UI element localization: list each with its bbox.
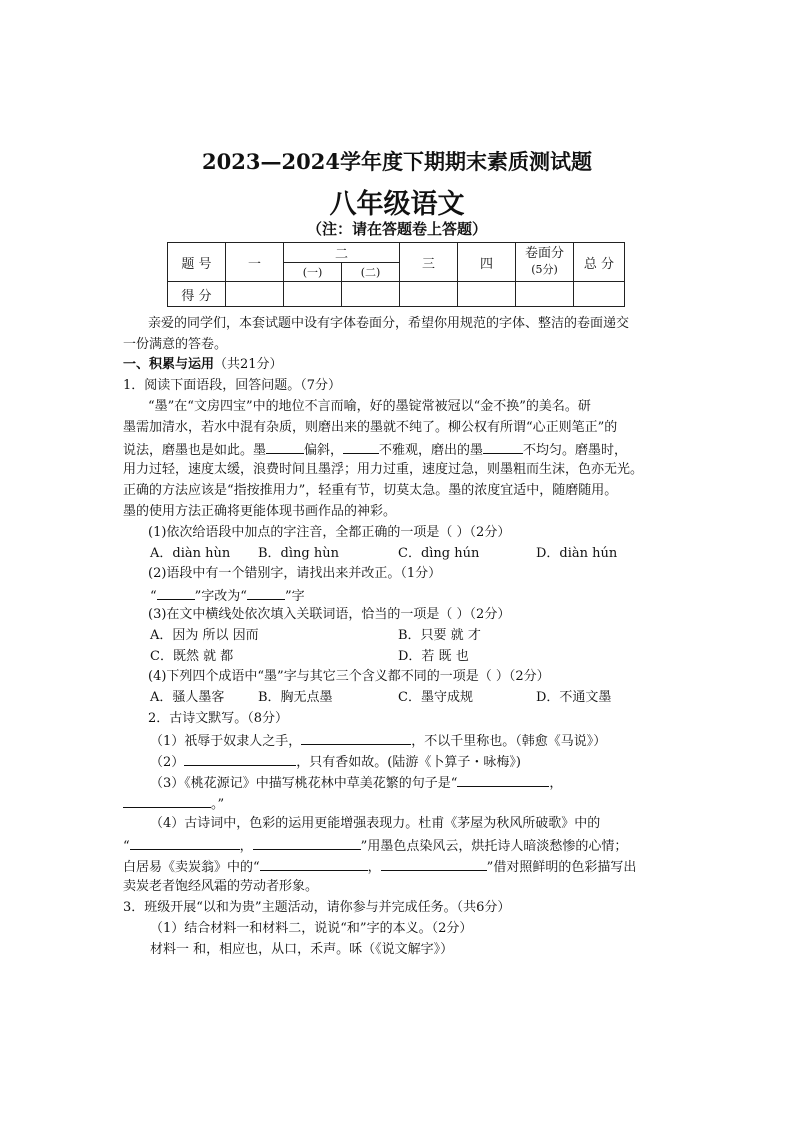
option[interactable]: B．胸无点墨: [258, 690, 333, 705]
score-table-col3: 三: [400, 243, 458, 282]
option[interactable]: A．因为 所以 因而: [150, 628, 259, 643]
recite-text: “: [123, 839, 130, 854]
recite-text: ”用墨色点染风云，烘托诗人暗淡愁惨的心情；: [360, 839, 628, 854]
sub-question: (3)在文中横线处依次填入关联词语，恰当的一项是（ ）（2分）: [148, 607, 511, 622]
option[interactable]: D．不通文墨: [536, 690, 612, 705]
recite-line: [150, 730, 606, 752]
option[interactable]: B．只要 就 才: [398, 628, 481, 643]
intro-line: 亲爱的同学们，本套试题中设有字体卷面分，希望你用规范的字体、整洁的卷面递交: [148, 316, 630, 331]
fill-blank[interactable]: [260, 856, 368, 871]
score-cell[interactable]: [516, 282, 574, 307]
score-table: [167, 242, 625, 307]
sub-question: (4)下列四个成语中“墨”字与其它三个含义都不同的一项是（ ）（2分）: [148, 669, 550, 684]
recite-line: [123, 835, 627, 857]
fill-blank[interactable]: [253, 835, 361, 850]
correction-text: ”字改为“: [194, 589, 247, 604]
option[interactable]: C．墨守成规: [398, 690, 473, 705]
correction-text: ”字: [284, 589, 305, 604]
fill-blank[interactable]: [381, 856, 487, 871]
recite-line: [123, 793, 224, 815]
recite-text: （1）祇辱于奴隶人之手，: [150, 734, 302, 749]
recite-text: ”借对照鲜明的色彩描写出: [486, 860, 637, 875]
fill-blank[interactable]: [483, 439, 523, 454]
score-table-col5-sub: (5分): [531, 263, 558, 276]
question-stem: 3．班级开展“以和为贵”主题活动，请你参与并完成任务。（共6分）: [123, 900, 511, 915]
fill-blank[interactable]: [184, 751, 296, 766]
exam-title: 2023—2024学年度下期期末素质测试题: [202, 149, 592, 174]
material-text: 材料一 和，相应也，从口，禾声。: [150, 942, 350, 957]
section-points: （共21分）: [214, 357, 283, 372]
passage-line: “墨”在“文房四宝”中的地位不言而喻，好的墨锭常被冠以“金不换”的美名。研: [148, 399, 591, 414]
passage-text: 说法，磨墨也是如此。墨: [123, 443, 267, 458]
material-line: [150, 940, 453, 960]
score-table-row-label: 得 分: [168, 282, 226, 307]
passage-text: 不雅观，磨出的墨: [379, 443, 484, 458]
intro-line: 一份满意的答卷。: [123, 337, 228, 352]
passage-line: [123, 439, 627, 461]
score-table-col2: 二: [284, 243, 400, 263]
recite-line: [150, 772, 562, 794]
question-stem: 1．阅读下面语段，回答问题。（7分）: [123, 378, 342, 393]
fill-blank[interactable]: [130, 835, 240, 850]
score-cell[interactable]: [342, 282, 400, 307]
correction-line: [150, 585, 305, 607]
option[interactable]: A．骚人墨客: [150, 690, 225, 705]
seal-script-glyph: 咊: [349, 942, 363, 957]
score-cell[interactable]: [574, 282, 625, 307]
correct-char-blank[interactable]: [247, 585, 285, 600]
recite-text: ，: [367, 860, 381, 875]
passage-line: 用力过轻，速度太缓，浪费时间且墨浮；用力过重，速度过急，则墨粗而生沫，色亦无光。: [123, 462, 644, 477]
answer-note: （注：请在答题卷上答题）: [306, 220, 487, 238]
passage-line: 墨的使用方法正确将更能体现书画作品的神彩。: [123, 504, 397, 519]
score-table-col6: 总 分: [574, 243, 625, 282]
passage-text: 偏斜，: [304, 443, 344, 458]
score-table-col5: [516, 243, 574, 282]
recite-text: 白居易《卖炭翁》中的“: [123, 860, 260, 875]
fill-blank[interactable]: [457, 772, 549, 787]
sub-question: (1)依次给语段中加点的字注音，全都正确的一项是（ ）（2分）: [148, 525, 511, 540]
recite-line: （4）古诗词中，色彩的运用更能增强表现力。杜甫《茅屋为秋风所破歌》中的: [150, 816, 601, 831]
score-cell[interactable]: [400, 282, 458, 307]
section-title: 一、积累与运用: [123, 357, 215, 372]
recite-text: ，: [549, 776, 563, 791]
recite-text: ，不以千里称也。（韩愈《马说》）: [411, 734, 607, 749]
fill-blank[interactable]: [266, 439, 304, 454]
option[interactable]: A．diàn hùn: [150, 546, 231, 561]
score-cell[interactable]: [284, 282, 342, 307]
fill-blank[interactable]: [301, 730, 411, 745]
passage-line: 墨需加清水，若水中混有杂质，则磨出来的墨就不纯了。柳公权有所谓“心正则笔正”的: [123, 420, 618, 435]
wrong-char-blank[interactable]: [157, 585, 195, 600]
score-table-col4: 四: [458, 243, 516, 282]
section-heading: [123, 355, 283, 375]
option[interactable]: D．diàn hún: [536, 546, 618, 561]
score-table-label: 题 号: [168, 243, 226, 282]
option[interactable]: D．若 既 也: [398, 649, 469, 664]
recite-line: [150, 751, 521, 773]
score-table-col5-label: 卷面分: [524, 246, 564, 261]
quote-mark: “: [150, 589, 157, 604]
recite-line: [123, 856, 636, 878]
fill-blank[interactable]: [343, 439, 379, 454]
option[interactable]: C．既然 就 都: [150, 649, 234, 664]
subject-title: 八年级语文: [329, 189, 465, 220]
recite-text: ，只有香如故。(陆游《卜算子・咏梅》): [296, 755, 521, 770]
passage-line: 正确的方法应该是“指按推用力”，轻重有节，切莫太急。墨的浓度宜适中，随磨随用。: [123, 483, 618, 498]
option[interactable]: B．dìng hùn: [258, 546, 339, 561]
score-cell[interactable]: [458, 282, 516, 307]
recite-line: 卖炭老者饱经风霜的劳动者形象。: [123, 879, 319, 894]
recite-text: ，: [239, 839, 253, 854]
score-table-col1: 一: [226, 243, 284, 282]
sub-question: (2)语段中有一个错别字，请找出来并改正。（1分）: [148, 566, 442, 581]
material-source: （《说文解字》）: [362, 942, 454, 957]
recite-text: 。”: [211, 797, 225, 812]
score-table-col2a: (一): [284, 263, 342, 282]
score-table-col2b: (二): [342, 263, 400, 282]
passage-text: 不均匀。磨墨时，: [523, 443, 628, 458]
question-stem: 2．古诗文默写。（8分）: [148, 711, 289, 726]
sub-question: （1）结合材料一和材料二，说说“和”字的本义。（2分）: [150, 921, 473, 936]
recite-text: （3）《桃花源记》中描写桃花林中草美花繁的句子是“: [150, 776, 458, 791]
option[interactable]: C．dìng hún: [398, 546, 480, 561]
score-cell[interactable]: [226, 282, 284, 307]
fill-blank[interactable]: [123, 793, 211, 808]
recite-text: （2）: [150, 755, 185, 770]
